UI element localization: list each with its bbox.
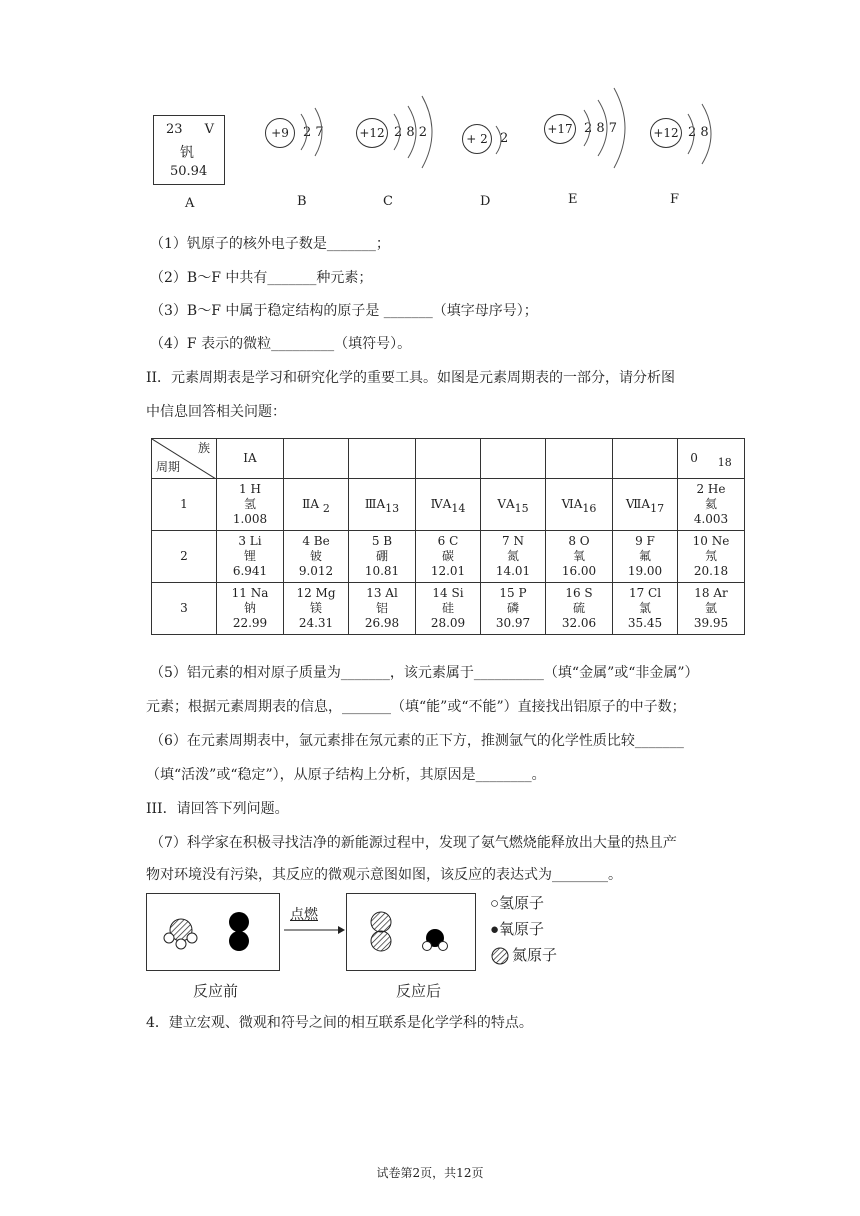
- element-name: 铝: [375, 601, 388, 615]
- after-label: 反应后: [396, 983, 442, 1000]
- element-id: 2 He: [696, 482, 726, 496]
- element-cell-na: [217, 583, 284, 635]
- nitrogen-atom: [371, 912, 391, 932]
- element-cell-he: [678, 479, 745, 531]
- element-cell-ar: [678, 583, 745, 635]
- electron-shells: 2 8: [688, 125, 709, 140]
- period-number: 2: [152, 531, 217, 583]
- empty-cell: [546, 439, 613, 479]
- element-mass: 26.98: [364, 616, 400, 630]
- figure-label-d: D: [480, 194, 491, 209]
- element-cell-be: [284, 531, 349, 583]
- element-id: 15 P: [499, 586, 527, 600]
- element-name: 碳: [441, 549, 454, 563]
- atom-diagram-b: [265, 118, 355, 168]
- group-header-6a: [546, 479, 613, 531]
- element-id: 8 O: [568, 534, 590, 548]
- corner-period-label: 周期: [156, 460, 181, 474]
- element-id: 4 Be: [302, 534, 330, 548]
- electron-shells: 2 7: [303, 125, 324, 140]
- element-id: 1 H: [239, 482, 261, 496]
- element-mass: 19.00: [627, 564, 663, 578]
- before-label: 反应前: [193, 983, 239, 1000]
- question-5-line2: 元素；根据元素周期表的信息，_______（填“能”或“不能”）直接找出铝原子的中子数；: [146, 699, 686, 715]
- empty-cell: [349, 439, 416, 479]
- element-mass: 9.012: [298, 564, 334, 578]
- element-name: 钒: [180, 145, 194, 161]
- electron-shells: 2 8 2: [394, 125, 428, 140]
- ignition-label: 点燃: [290, 906, 318, 922]
- nitrogen-atom: [371, 931, 391, 951]
- nucleus: +9: [265, 118, 295, 148]
- legend-oxygen: ●氧原子: [490, 921, 545, 938]
- element-mass: 32.06: [561, 616, 597, 630]
- shell-arcs: [293, 104, 343, 164]
- element-symbol: V: [204, 122, 214, 137]
- empty-cell: [284, 439, 349, 479]
- element-name: 铍: [309, 549, 322, 563]
- group-number: 16: [582, 502, 597, 515]
- element-id: 12 Mg: [296, 586, 336, 600]
- question-7-line2: 物对环境没有污染，其反应的微观示意图如图，该反应的表达式为________。: [146, 867, 622, 883]
- empty-cell: [613, 439, 678, 479]
- reaction-before-box: [146, 893, 280, 971]
- period-number: 1: [152, 479, 217, 531]
- group-number: 2: [322, 502, 330, 515]
- element-name: 氧: [572, 549, 585, 563]
- group-header-1a: ⅠA: [217, 439, 284, 479]
- element-name: 硼: [375, 549, 388, 563]
- group-number: 15: [514, 502, 529, 515]
- group-label: ⅡA: [302, 497, 319, 511]
- question-3: （3）B～F 中属于稳定结构的原子是 _______（填字母序号）；: [150, 303, 538, 319]
- group-label: ⅥA: [561, 497, 583, 511]
- shell-arcs: [490, 122, 510, 158]
- element-cell-o: [546, 531, 613, 583]
- nucleus: + 2: [462, 124, 492, 154]
- element-mass: 35.45: [627, 616, 663, 630]
- hydrogen-atom: [176, 939, 186, 949]
- element-id: 3 Li: [238, 534, 262, 548]
- element-cell-ne: [678, 531, 745, 583]
- element-name: 钠: [243, 601, 256, 615]
- element-mass: 6.941: [232, 564, 268, 578]
- element-name: 氢: [243, 497, 256, 511]
- figure-label-f: F: [670, 192, 680, 207]
- element-id: 13 Al: [366, 586, 398, 600]
- element-name: 镁: [309, 601, 322, 615]
- element-name: 锂: [243, 549, 256, 563]
- question-1: （1）钒原子的核外电子数是_______；: [150, 236, 390, 252]
- products-drawing: [347, 894, 475, 970]
- atom-diagram-f: [650, 118, 730, 168]
- element-name: 氦: [704, 497, 717, 511]
- element-id: 17 Cl: [628, 586, 662, 600]
- element-id: 16 S: [565, 586, 593, 600]
- element-name: 氟: [638, 549, 651, 563]
- empty-cell: [481, 439, 546, 479]
- element-id: 6 C: [437, 534, 459, 548]
- part2-intro-line1: II．元素周期表是学习和研究化学的重要工具。如图是元素周期表的一部分，请分析图: [146, 370, 676, 386]
- corner-group-label: 族: [197, 441, 210, 455]
- hatched-circle-icon: [490, 946, 512, 966]
- atom-diagram-c: [356, 118, 446, 168]
- element-cell-h: [217, 479, 284, 531]
- element-mass: 24.31: [298, 616, 334, 630]
- element-cell-al: [349, 583, 416, 635]
- atomic-mass: 50.94: [170, 164, 208, 179]
- element-name: 氖: [704, 549, 717, 563]
- hydrogen-atom: [439, 942, 448, 951]
- question-4: （4）F 表示的微粒_________（填符号）。: [150, 336, 412, 352]
- atomic-number: 23: [166, 122, 183, 137]
- group-header-3a: [349, 479, 416, 531]
- figure-label-e: E: [568, 192, 578, 207]
- element-mass: 16.00: [561, 564, 597, 578]
- element-name: 氮: [506, 549, 519, 563]
- group-label: ⅦA: [625, 497, 651, 511]
- periodic-table: [151, 438, 745, 635]
- figure-label-c: C: [383, 194, 393, 209]
- electron-shells: 2: [500, 131, 509, 146]
- group-header-2a: [284, 479, 349, 531]
- element-name: 磷: [506, 601, 519, 615]
- element-id: 9 F: [635, 534, 655, 548]
- arrow-icon: [282, 916, 346, 940]
- reaction-after-box: [346, 893, 476, 971]
- element-mass: 12.01: [430, 564, 466, 578]
- group-number: 17: [650, 502, 665, 515]
- question-6-line2: （填“活泼”或“稳定”），从原子结构上分析，其原因是________。: [146, 767, 546, 783]
- element-name: 硫: [572, 601, 585, 615]
- oxygen-atom: [229, 912, 249, 932]
- element-cell-c: [416, 531, 481, 583]
- group-header-7a: [613, 479, 678, 531]
- element-id: 10 Ne: [692, 534, 730, 548]
- hydrogen-atom: [423, 942, 432, 951]
- shell-arcs: [680, 96, 730, 172]
- element-id: 5 B: [371, 534, 393, 548]
- element-id: 18 Ar: [694, 586, 728, 600]
- question-4-heading: 4．建立宏观、微观和符号之间的相互联系是化学学科的特点。: [146, 1015, 533, 1031]
- atom-diagram-d: [462, 124, 522, 164]
- legend-hydrogen: ○氢原子: [490, 895, 545, 912]
- group-number: 13: [385, 502, 400, 515]
- legend-nitrogen-label: 氮原子: [512, 947, 558, 964]
- electron-shells: 2 8 7: [584, 121, 618, 136]
- group-label: ⅣA: [430, 497, 452, 511]
- element-cell-cl: [613, 583, 678, 635]
- element-mass: 28.09: [430, 616, 466, 630]
- reactants-drawing: [147, 894, 279, 970]
- group-0-number: 18: [717, 456, 732, 469]
- question-7-line1: （7）科学家在积极寻找洁净的新能源过程中，发现了氨气燃烧能释放出大量的热且产: [150, 835, 677, 851]
- element-id: 7 N: [502, 534, 524, 548]
- element-mass: 4.003: [693, 512, 729, 526]
- group-header-4a: [416, 479, 481, 531]
- element-id: 11 Na: [231, 586, 269, 600]
- figure-label-a: A: [185, 196, 195, 211]
- element-cell-s: [546, 583, 613, 635]
- question-6-line1: （6）在元素周期表中，氩元素排在氖元素的正下方，推测氩气的化学性质比较_______: [150, 733, 684, 749]
- group-header-5a: [481, 479, 546, 531]
- element-mass: 10.81: [364, 564, 400, 578]
- element-name: 氯: [638, 601, 651, 615]
- hydrogen-atom: [187, 933, 197, 943]
- legend-nitrogen: [490, 944, 557, 966]
- reaction-legend: [490, 892, 590, 972]
- shell-arcs: [386, 88, 456, 178]
- reaction-arrow: [282, 906, 346, 934]
- element-cell-b: [349, 531, 416, 583]
- element-mass: 22.99: [232, 616, 268, 630]
- group-number: 14: [451, 502, 466, 515]
- shell-arcs: [576, 80, 646, 176]
- nucleus: +12: [650, 118, 682, 148]
- element-mass: 1.008: [232, 512, 268, 526]
- empty-cell: [416, 439, 481, 479]
- group-label: ⅢA: [364, 497, 386, 511]
- question-5-line1: （5）铝元素的相对原子质量为_______，该元素属于__________（填“金属”或“非金属”）: [150, 665, 699, 681]
- nucleus: +12: [356, 118, 388, 148]
- element-mass: 20.18: [693, 564, 729, 578]
- element-name: 氩: [704, 601, 717, 615]
- period-number: 3: [152, 583, 217, 635]
- element-cell-li: [217, 531, 284, 583]
- group-label: ⅤA: [497, 497, 515, 511]
- element-cell-si: [416, 583, 481, 635]
- element-cell-mg: [284, 583, 349, 635]
- element-cell-f: [613, 531, 678, 583]
- element-cell-n: [481, 531, 546, 583]
- header-corner: [152, 439, 217, 479]
- element-id: 14 Si: [432, 586, 464, 600]
- part2-intro-line2: 中信息回答相关问题：: [146, 404, 286, 420]
- element-box-vanadium: [153, 115, 225, 185]
- atom-diagram-e: [544, 114, 634, 164]
- page-footer: 试卷第2页，共12页: [376, 1166, 484, 1180]
- group-0-label: 0: [690, 451, 698, 465]
- oxygen-atom: [229, 931, 249, 951]
- part3-title: III．请回答下列问题。: [146, 801, 289, 817]
- element-mass: 30.97: [495, 616, 531, 630]
- figure-label-b: B: [297, 194, 307, 209]
- element-name: 硅: [441, 601, 454, 615]
- group-header-0: [678, 439, 745, 479]
- element-mass: 14.01: [495, 564, 531, 578]
- element-mass: 39.95: [693, 616, 729, 630]
- hydrogen-atom: [164, 933, 174, 943]
- nucleus: +17: [544, 114, 576, 144]
- element-cell-p: [481, 583, 546, 635]
- question-2: （2）B～F 中共有_______种元素；: [150, 270, 373, 286]
